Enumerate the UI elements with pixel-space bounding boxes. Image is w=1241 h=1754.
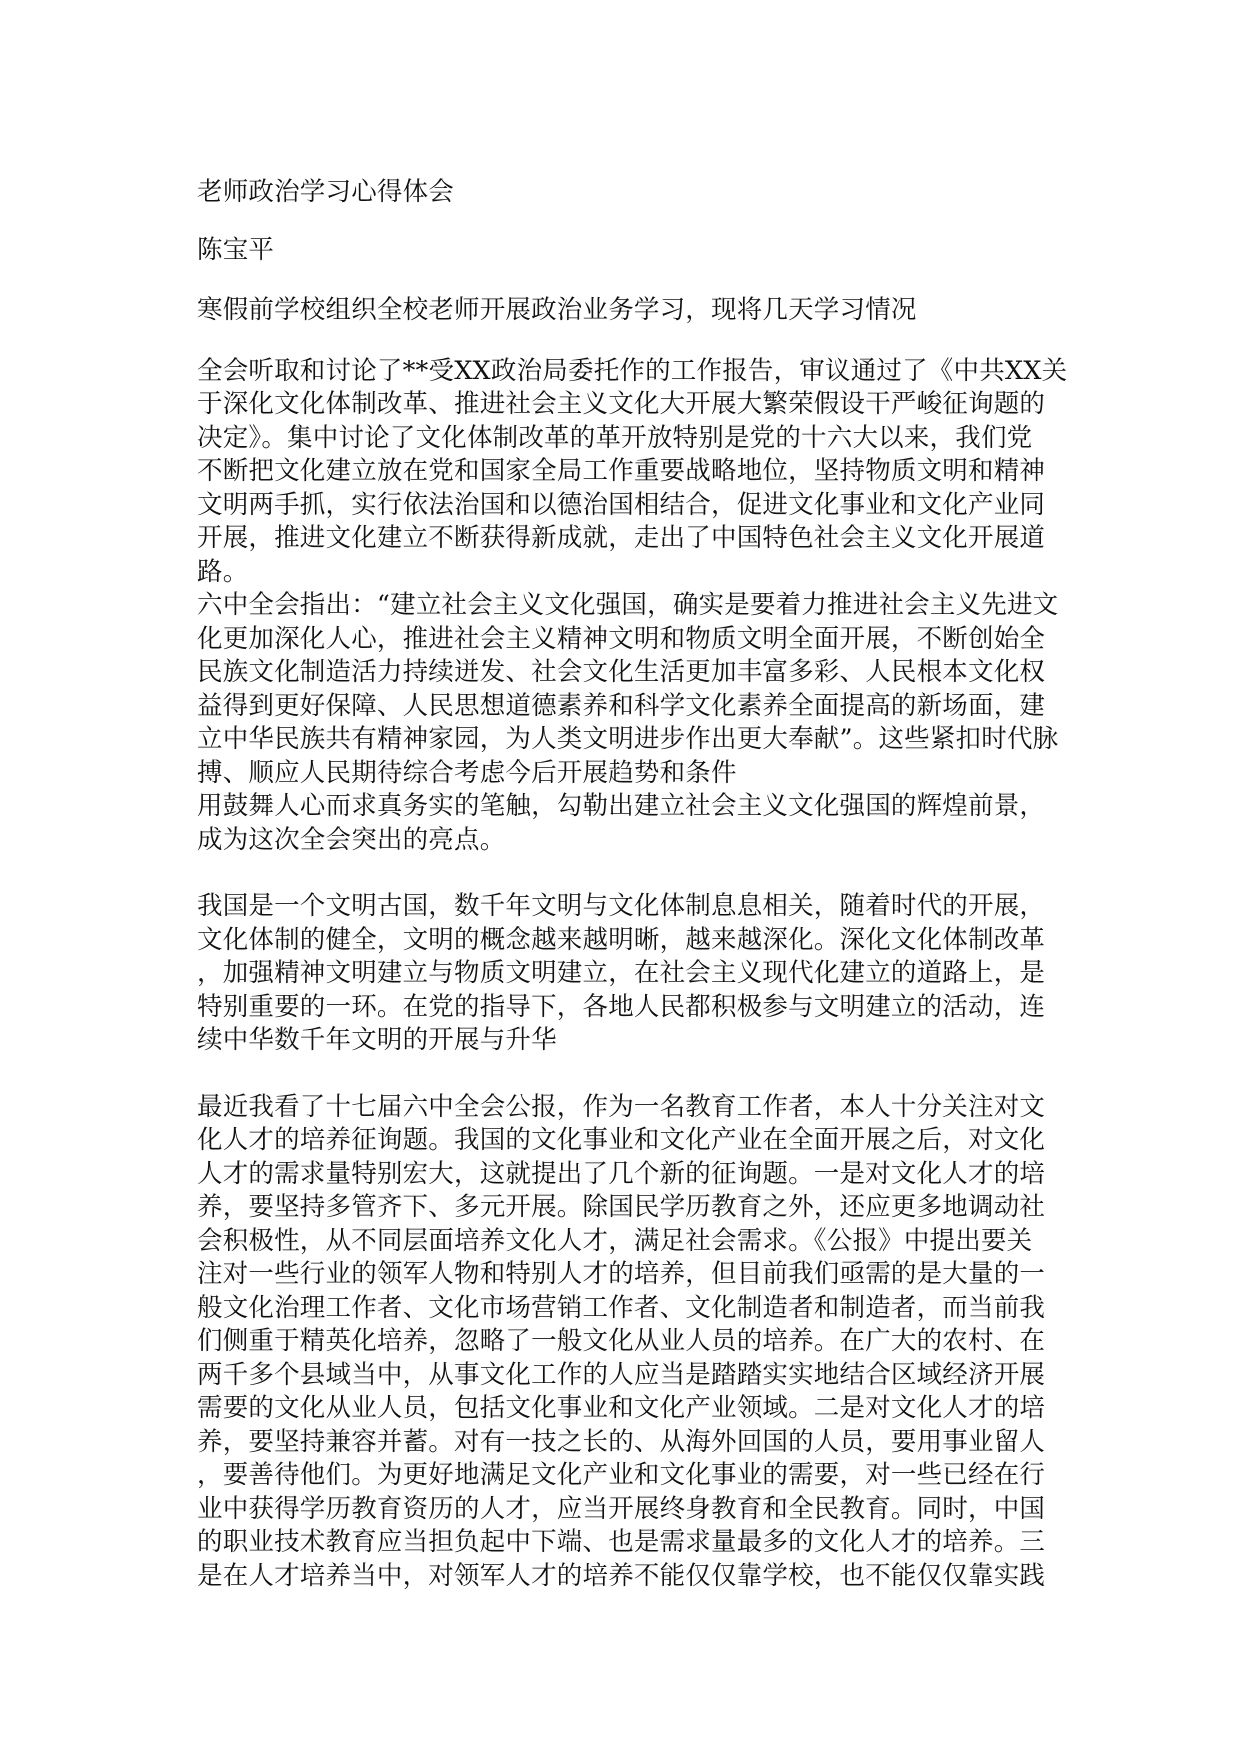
text-line: 注对一些行业的领军人物和特别人才的培养，但目前我们亟需的是大量的一 xyxy=(197,1259,1046,1289)
text-line: 开展，推进文化建立不断获得新成就，走出了中国特色社会主义文化开展道 xyxy=(197,523,1046,553)
text-line: 需要的文化从业人员，包括文化事业和文化产业领域。二是对文化人才的培 xyxy=(197,1393,1046,1423)
intro-paragraph: 寒假前学校组织全校老师开展政治业务学习，现将几天学习情况 xyxy=(197,295,917,325)
text-line: 立中华民族共有精神家园，为人类文明进步作出更大奉献”。这些紧扣时代脉 xyxy=(197,724,1059,754)
text-line: 最近我看了十七届六中全会公报，作为一名教育工作者，本人十分关注对文 xyxy=(197,1091,1046,1122)
text-line: 是在人才培养当中，对领军人才的培养不能仅仅靠学校，也不能仅仅靠实践 xyxy=(197,1560,1046,1591)
text-line: 益得到更好保障、人民思想道德素养和科学文化素养全面提高的新场面，建 xyxy=(197,690,1046,721)
text-line: 人才的需求量特别宏大，这就提出了几个新的征询题。一是对文化人才的培 xyxy=(197,1158,1046,1189)
text-line: 的职业技术教育应当担负起中下端、也是需求量最多的文化人才的培养。三 xyxy=(197,1527,1046,1557)
paragraph-block-3 xyxy=(197,1091,1059,1594)
text-line: 养，要坚持兼容并蓄。对有一技之长的、从海外回国的人员，要用事业留人 xyxy=(197,1426,1046,1457)
text-line: 文明两手抓，实行依法治国和以德治国相结合，促进文化事业和文化产业同 xyxy=(197,489,1046,520)
text-line: 会积极性，从不同层面培养文化人才，满足社会需求。《公报》中提出要关 xyxy=(197,1225,1033,1256)
document-title: 老师政治学习心得体会 xyxy=(197,177,455,207)
text-line: 业中获得学历教育资历的人才，应当开展终身教育和全民教育。同时，中国 xyxy=(197,1493,1046,1524)
text-line: 决定》。集中讨论了文化体制改革的革开放特别是党的十六大以来，我们党 xyxy=(197,422,1033,453)
text-line: 六中全会指出：“建立社会主义文化强国，确实是要着力推进社会主义先进文 xyxy=(197,590,1059,620)
text-line: 们侧重于精英化培养，忽略了一般文化从业人员的培养。在广大的农村、在 xyxy=(197,1326,1046,1356)
document-author: 陈宝平 xyxy=(197,234,275,265)
text-line: 般文化治理工作者、文化市场营销工作者、文化制造者和制造者，而当前我 xyxy=(197,1292,1046,1323)
text-line: ，要善待他们。为更好地满足文化产业和文化事业的需要，对一些已经在行 xyxy=(197,1460,1046,1490)
document-body xyxy=(197,176,1068,1593)
text-line: 我国是一个文明古国，数千年文明与文化体制息息相关，随着时代的开展， xyxy=(197,891,1046,921)
text-line: 全会听取和讨论了**受XX政治局委托作的工作报告，审议通过了《中共XX关 xyxy=(197,355,1068,386)
paragraph-block-2 xyxy=(197,890,1059,1058)
text-line: 养，要坚持多管齐下、多元开展。除国民学历教育之外，还应更多地调动社 xyxy=(197,1192,1046,1222)
spacer xyxy=(197,267,1059,294)
text-line: 续中华数千年文明的开展与升华 xyxy=(197,1025,557,1055)
text-line: 路。 xyxy=(197,556,249,587)
text-line: 文化体制的健全，文明的概念越来越明晰，越来越深化。深化文化体制改革 xyxy=(197,924,1046,955)
spacer xyxy=(197,210,1059,234)
spacer xyxy=(197,328,1059,355)
text-line: 民族文化制造活力持续迸发、社会文化生活更加丰富多彩、人民根本文化权 xyxy=(197,657,1046,687)
paragraph-block-1 xyxy=(197,355,1068,858)
text-line: 特别重要的一环。在党的指导下，各地人民都积极参与文明建立的活动，连 xyxy=(197,991,1046,1022)
spacer xyxy=(197,1058,1059,1091)
text-line: 两千多个县域当中，从事文化工作的人应当是踏踏实实地结合区域经济开展 xyxy=(197,1359,1046,1390)
text-line: 不断把文化建立放在党和国家全局工作重要战略地位，坚持物质文明和精神 xyxy=(197,456,1046,486)
text-line: 搏、顺应人民期待综合考虑今后开展趋势和条件 xyxy=(197,757,737,788)
text-line: 化更加深化人心，推进社会主义精神文明和物质文明全面开展，不断创始全 xyxy=(197,623,1046,654)
text-line: 用鼓舞人心而求真务实的笔触，勾勒出建立社会主义文化强国的辉煌前景， xyxy=(197,791,1046,821)
text-line: ，加强精神文明建立与物质文明建立，在社会主义现代化建立的道路上，是 xyxy=(197,958,1046,988)
spacer xyxy=(197,857,1059,890)
text-line: 化人才的培养征询题。我国的文化事业和文化产业在全面开展之后，对文化 xyxy=(197,1125,1046,1155)
text-line: 成为这次全会突出的亮点。 xyxy=(197,824,506,855)
text-line: 于深化文化体制改革、推进社会主义文化大开展大繁荣假设干严峻征询题的 xyxy=(197,389,1046,419)
